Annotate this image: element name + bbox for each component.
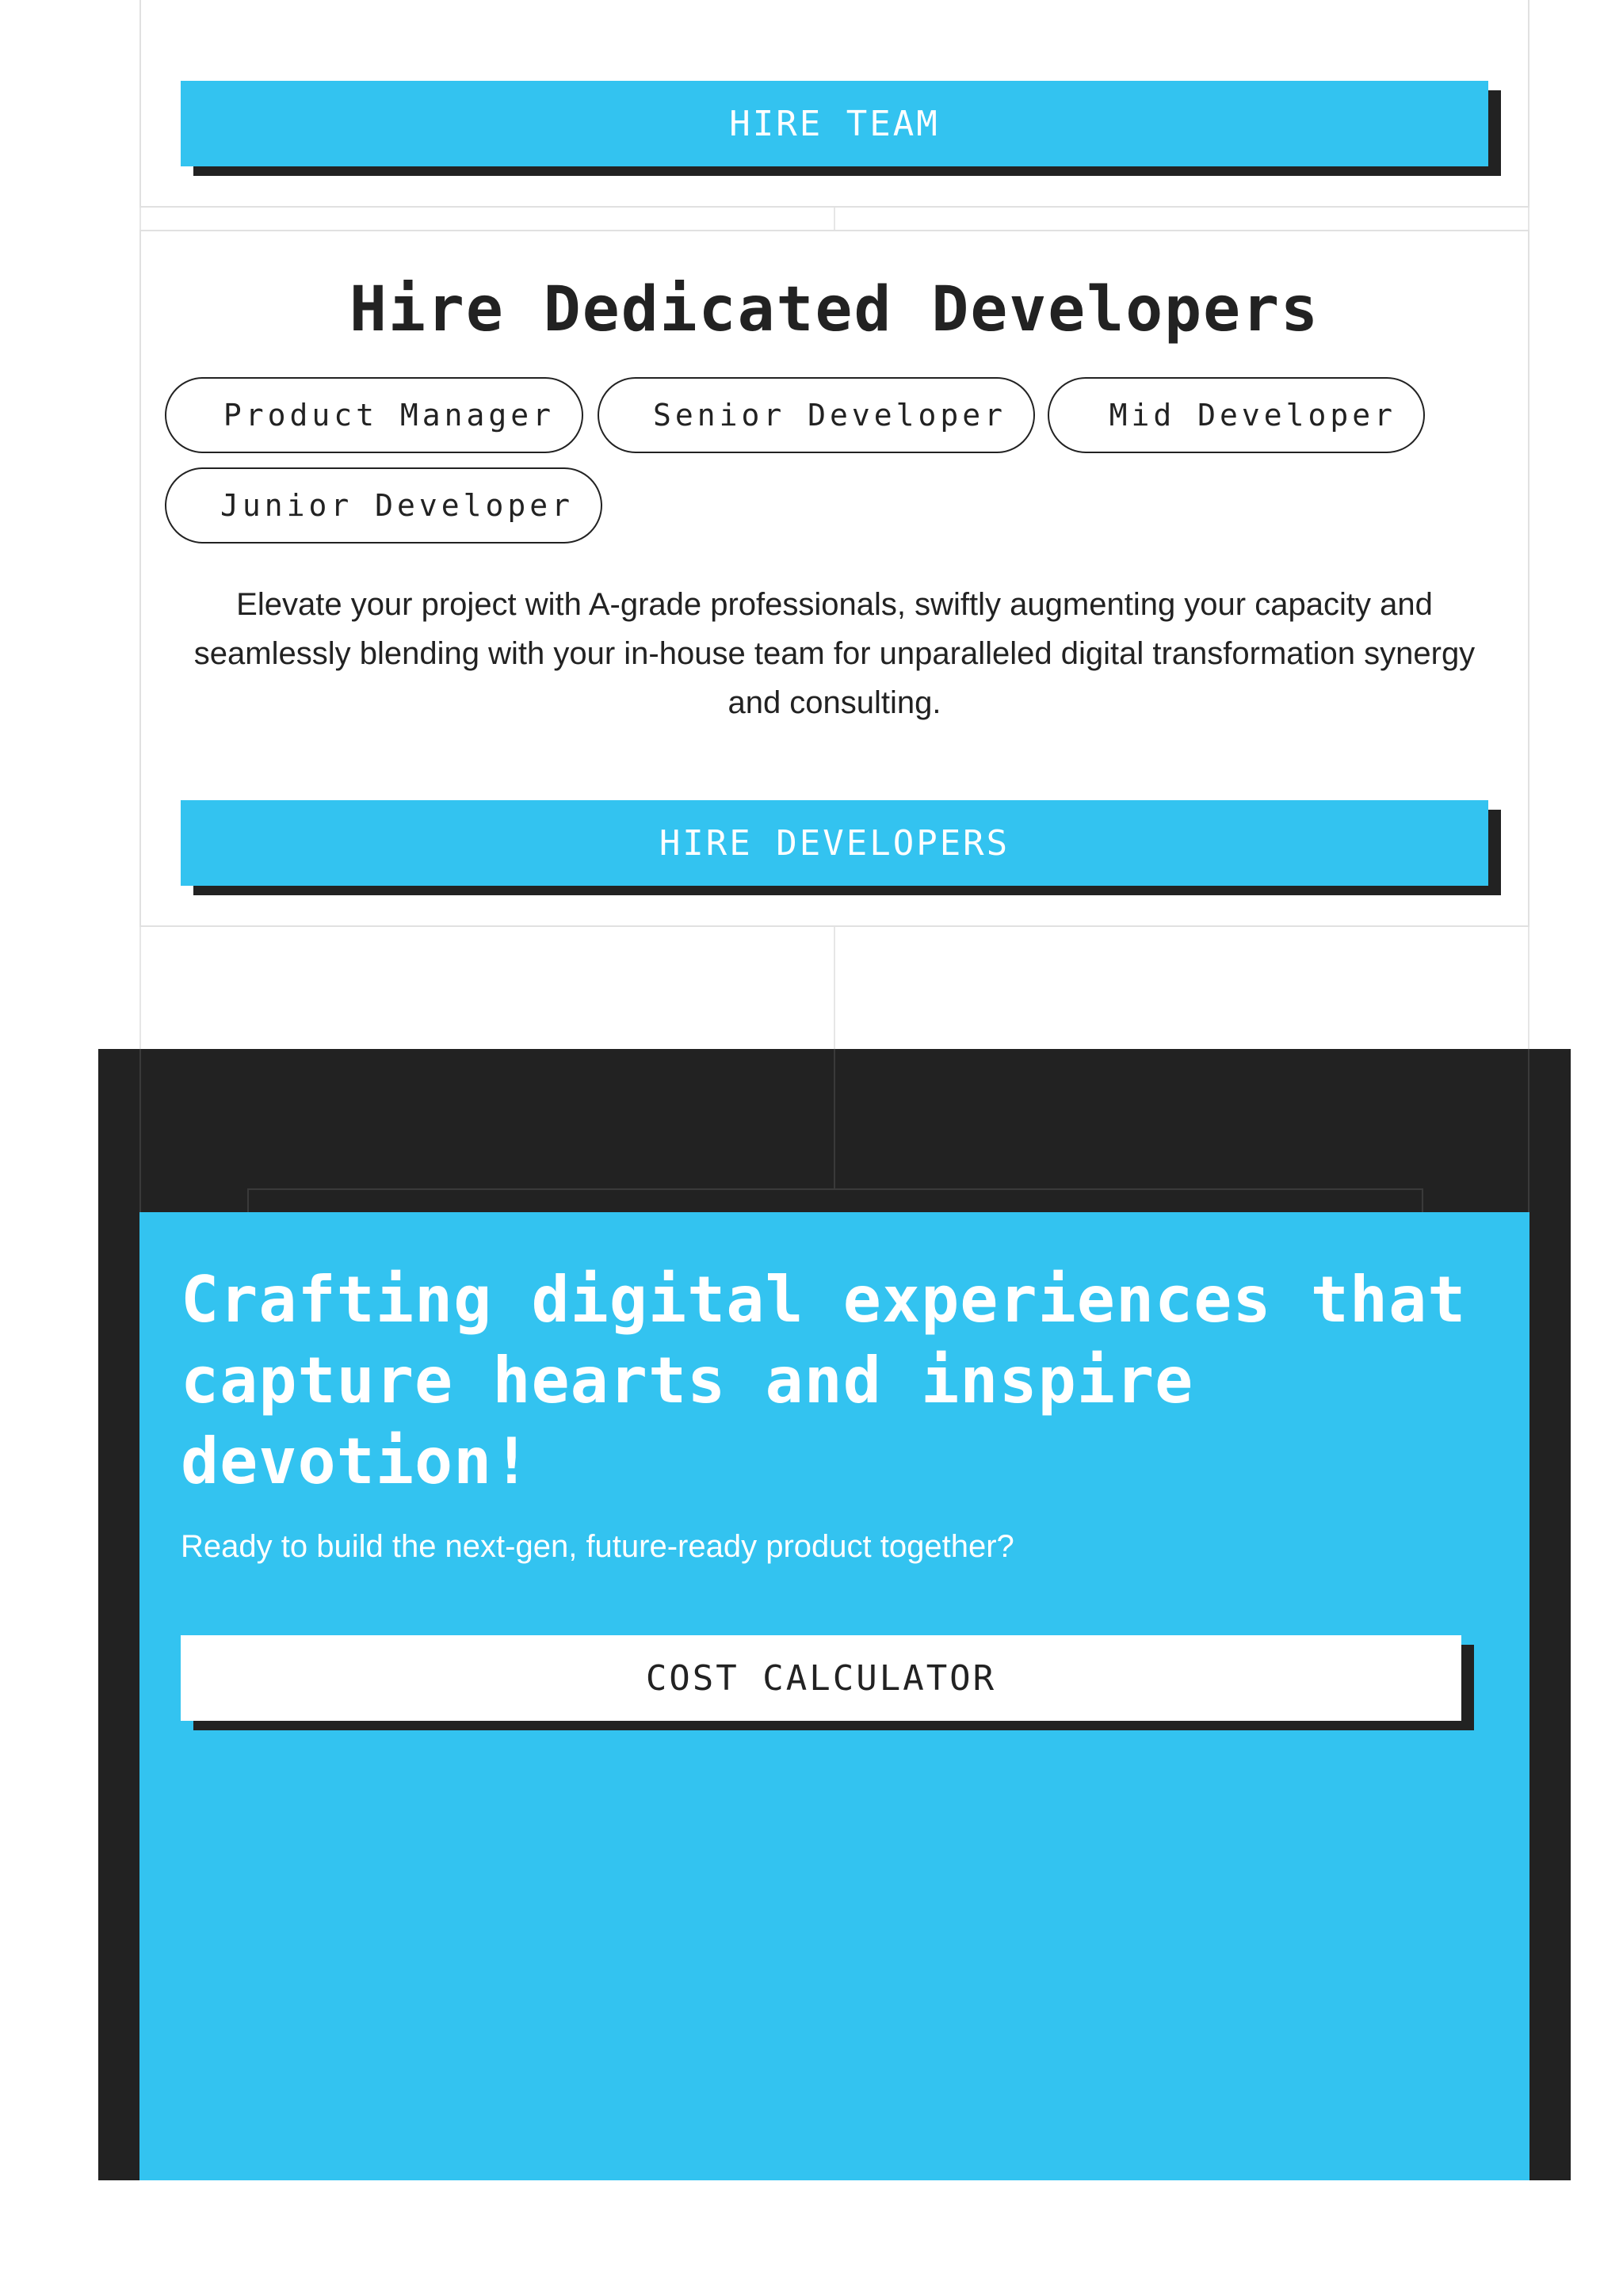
cost-calculator-button[interactable]: COST CALCULATOR — [181, 1635, 1461, 1721]
hire-team-button-wrap — [181, 81, 1488, 166]
section-title: Hire Dedicated Developers — [349, 274, 1319, 345]
hire-developers-button-wrap — [181, 800, 1488, 886]
frame-outline-left — [247, 1188, 249, 1212]
cta-panel — [139, 1212, 1529, 2180]
grid-line-dark-left — [139, 1049, 141, 1212]
role-pill-mid-developer[interactable]: Mid Developer — [1048, 377, 1425, 453]
cta-heading: Crafting digital experiences that capture hearts and inspire devotion! — [181, 1263, 1467, 1498]
role-pill-product-manager[interactable]: Product Manager — [165, 377, 583, 453]
hire-team-button[interactable]: HIRE TEAM — [181, 81, 1488, 166]
frame-outline-right — [1422, 1188, 1423, 1212]
hire-team-card — [139, 0, 1529, 208]
frame-outline-top — [247, 1188, 1423, 1190]
hire-developers-card — [139, 230, 1529, 927]
hire-developers-button[interactable]: HIRE DEVELOPERS — [181, 800, 1488, 886]
role-pill-senior-developer[interactable]: Senior Developer — [598, 377, 1035, 453]
section-description: Elevate your project with A-grade professionals, swiftly augmenting your capacity and seamlessly blending with your in-house team for unparalleled digital transformation synergy and consulting. — [193, 587, 1476, 720]
role-pill-junior-developer[interactable]: Junior Developer — [165, 467, 602, 543]
grid-line-dark-right — [1528, 1049, 1529, 1212]
cost-calculator-button-wrap — [181, 1635, 1461, 1721]
grid-line-dark-center — [834, 1049, 835, 1188]
cta-subheading: Ready to build the next-gen, future-ready product together? — [181, 1529, 1014, 1564]
